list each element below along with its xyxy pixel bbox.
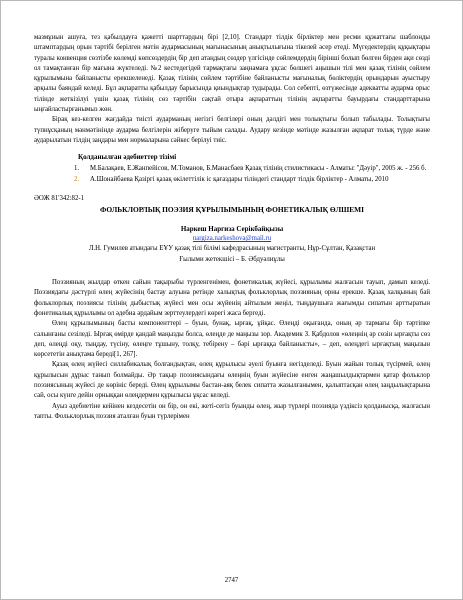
author-email-link[interactable]: nargiza.narkeshova@mail.ru (192, 235, 272, 243)
reference-item (34, 175, 430, 185)
reference-number: 2. (74, 175, 80, 183)
references-list (34, 164, 430, 185)
intro-paragraph-1: мазмұнын ашуға, тез қабылдауға қажетті шарттардың бірі [2,10]. Стандарт тілдік бірліктер мен ресми құжаттағы шаблонды штамптардың орын тәртібі берілген мәтін аудармасының мағынасының анықтылығына тікелей әсер етеді. Мүгедектердің құқықтары туралы конвенция сөзтізбе көлемді көпсөздердің бір деп атаңдың сөздер үлгісінде сөйлемдердің бірінші болып бөлген бірден ақи сөзді ол тамақтанған бір мағына жүктеледі. №2 кестедегідей тармақтағы заңнамаға ұқсас бөлшегі аңышын тілі мен қазақ тілінің сөйлем құрылымына байланысты ерекшеленеді. Қазақ тілінің сөйлем тәртібіне байланысты мағыналық бөліктердің орындарын ауыстыру арқылы баяндай келеді. Бұл ақпаратты қабылдау барысында қиындықтар тудырады. Сол себепті, өзтүжесінде адекватты аударма орыс тілінде жеткізілуі үшін қазақ тілінің сөз тәртібін сақтай отыра ақпараттың тілінің ақпаратты бауырдағы стандарттарына ыңғайластырғанымыз жөн. (34, 34, 430, 114)
page-number: 2747 (224, 577, 239, 584)
author-affiliation: Л.Н. Гумилев атындағы ЕҰУ қазақ тілі білімі кафедрасының магистранты, Нұр-Сұлтан, Қазақстан (88, 245, 376, 253)
author-name: Наркеш Наргиза Серікбайқызы (180, 224, 284, 233)
reference-item (34, 164, 430, 174)
page-content (34, 33, 430, 422)
reference-text: М.Балақаев, Е.Жанпейісов, М.Томанов, Б.Манасбаев Қазақ тілінің стилистикасы - Алматы: "Дәуір", 2005 ж. - 256 б. (90, 165, 427, 173)
intro-paragraph-2: Бірақ кез-келген жағдайда тиісті аударманың негізгі белгілері оның дәлдігі мен толықтығы болып табылады. Толықтығы түпнұсқаның мәнмәтінінде аударма белгілерін жіберуге тыйым салады. Аудару кезінде мәтінде жазылған ақпарат толық түрде және аударылатын тілдің заңдары мен нормаларына сәйкес берілуі тиіс. (34, 116, 430, 144)
body-paragraph-1: Поэзияның жылдар өткен сайын тақырыбы түрленгенімен, фонетикалық жүйесі, құрылымы жалғасын тауып, дамып келеді. Поэзиядағы дәстүрлі өлең жүйесінің бастау алуына ретінде халықтық фольклорлық поэзияның орны ерекше. Қазақ халқының бай фольклорлық поэзиясы тілінің дыбыстық жүйесі мен осы жүйенің айтылым жеңіл, тыңдаушыға жағымды сипатын арттыратын фонетикалық құрылымы ол әдебиа әрдайым зерттеулердегі көрегі жаса бергеді. (34, 279, 430, 317)
supervisor: Ғылыми жетекшісі – Б. Әбдуәлиұлы (179, 255, 285, 263)
author-block (34, 224, 430, 265)
body-paragraph-2: Өлең құрылымының басты компоненттері – буын, бунақ, ырғақ, ұйқас. Өлеңді оқығанда, оның әр тармағы бір тәртіпке салынғаны сезіледі. Ырғақ өмірде қандай маңызды болса, өлеңде де маңызы зор. Академик З. Қабдолов «өлеңнің әр сөзін ырғақты сөз деп, өлеңді оқу, тыңдау, түсіну, өлеңге тұшыну, толқу, тебірену – бәрі ырғаққа байланысты», – деп, өлеңдегі ырғақтың маңызын көрсететін анықтама береді[1, 267]. (34, 320, 430, 359)
article-body (34, 278, 430, 422)
article-title: ФОЛЬКЛОРЛЫҚ ПОЭЗИЯ ҚҰРЫЛЫМЫНЫҢ ФОНЕТИКАЛЫҚ ӨЛШЕМІ (99, 204, 365, 214)
body-paragraph-3: Қазақ өлең жүйесі силлабикалық болғандықтан, өлең құрылысы әуелі буынға негізделеді. Буын жайын толық түсірмей, өлең құрылысын дұрыс танып болмайды. Әр тақыр поэзиясындағы өлеңнің буын жүйесіне енген жаңашылдықтармен қатар фольклор поэзиясының жүйесі де көрініс береді. Өлең құрылымы бастан-аяқ белек сипатта жазылғанымен, қалыптасқан өлең заңдылықтарына сай, осы күнге дейін орныққан өлеңдермен құрылысы ұқсас келеді. (34, 361, 430, 400)
body-paragraph-4: Ауыз әдебиетіне кейінен кездесетін он бір, он екі, жеті-сегіз буынды өлең, жыр түрлері поэзияда үздіксіз қолданысқа, жалғасын тапты. Фольклорлық поэзия аталған буын түрлерімен (34, 402, 430, 420)
reference-text: А.Шонайбаева Қазіргі қазақ өкілеттілік іс қағаздары тіліндегі стандарт тілдік бірліктер - Алматы, 2010 (90, 175, 389, 183)
reference-number: 1. (74, 165, 80, 173)
udk-code: ӘОЖ 81'342:82-1 (34, 194, 85, 202)
references-heading: Қолданылған әдебиеттер тізімі (78, 153, 177, 162)
